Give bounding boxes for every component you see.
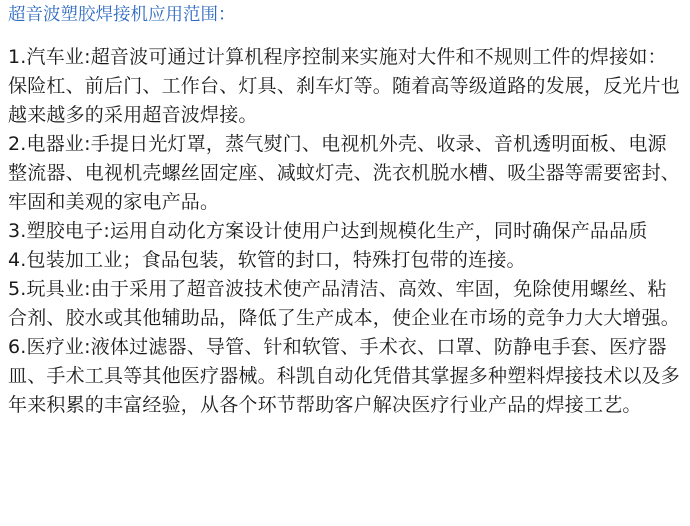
application-list bbox=[8, 43, 684, 420]
list-item-medical: 6.医疗业:液体过滤器、导管、针和软管、手术衣、口罩、防静电手套、医疗器皿、手术工具等其他医疗器械。科凯自动化凭借其掌握多种塑料焊接技术以及多年来积累的丰富经验，从各个环节帮助客户解决医疗行业产品的焊接工艺。 bbox=[8, 336, 681, 416]
section-heading: 超音波塑胶焊接机应用范围： bbox=[8, 5, 236, 25]
document-body bbox=[8, 0, 684, 420]
list-item-electrical: 2.电器业:手提日光灯罩，蒸气熨门、电视机外壳、收录、音机透明面板、电源整流器、电视机壳螺丝固定座、减蚊灯壳、洗衣机脱水槽、吸尘器等需要密封、牢固和美观的家电产品。 bbox=[8, 133, 681, 213]
list-item-packaging: 4.包装加工业；食品包装，软管的封口，特殊打包带的连接。 bbox=[8, 249, 526, 271]
list-item-toys: 5.玩具业:由于采用了超音波技术使产品清洁、高效、牢固，免除使用螺丝、粘合剂、胶水或其他辅助品，降低了生产成本，使企业在市场的竞争力大大增强。 bbox=[8, 278, 681, 329]
list-item-automotive: 1.汽车业:超音波可通过计算机程序控制来实施对大件和不规则工件的焊接如：保险杠、前后门、工作台、灯具、刹车灯等。随着高等级道路的发展，反光片也越来越多的采用超音波焊接。 bbox=[8, 46, 681, 126]
list-item-plastic-electronics: 3.塑胶电子:运用自动化方案设计使用户达到规模化生产，同时确保产品品质 bbox=[8, 220, 648, 242]
